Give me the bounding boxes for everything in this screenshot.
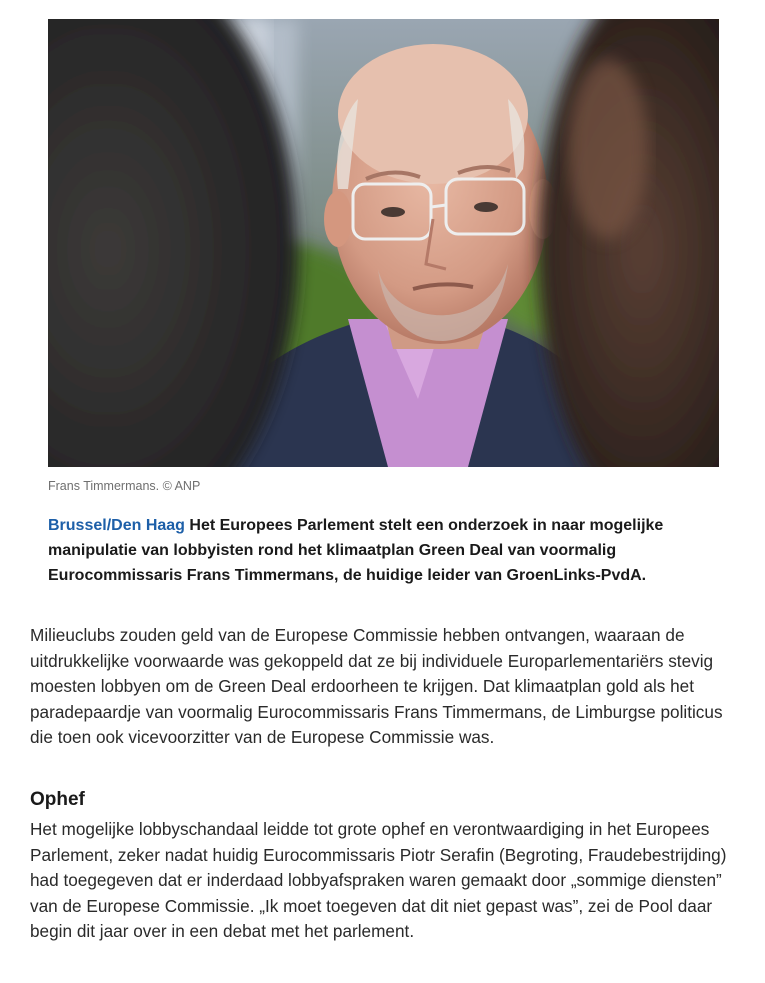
article-lead	[48, 513, 738, 588]
photo-caption: Frans Timmermans. © ANP	[48, 479, 201, 493]
lead-text: Het Europees Parlement stelt een onderzoek in naar mogelijke manipulatie van lobbyisten rond het klimaatplan Green Deal van voormalig Eurocommissaris Frans Timmermans, de huidige leider van GroenLinks-PvdA.	[48, 517, 664, 584]
dateline: Brussel/Den Haag	[48, 517, 185, 534]
article-photo	[48, 19, 719, 467]
paragraph-2: Het mogelijke lobbyschandaal leidde tot grote ophef en verontwaardiging in het Europees Parlement, zeker nadat huidig Eurocommissaris Piotr Serafin (Begroting, Fraudebestrijding) had toegegeven dat er inderdaad lobbyafspraken waren gemaakt door „sommige diensten” van de Europese Commissie. „Ik moet toegeven dat dit niet gepast was”, zei de Pool daar begin dit jaar over in een debat met het parlement.	[30, 819, 727, 941]
subheading: Ophef	[30, 789, 85, 810]
paragraph-1: Milieuclubs zouden geld van de Europese Commissie hebben ontvangen, waaraan de uitdrukkelijke voorwaarde was gekoppeld dat ze bij individuele Europarlementariërs stevig moesten lobbyen om de Green Deal erdoorheen te krijgen. Dat klimaatplan gold als het paradepaardje van voormalig Eurocommissaris Frans Timmermans, de Limburgse politicus die toen ook vicevoorzitter van de Europese Commissie was.	[30, 625, 723, 747]
portrait-photo	[48, 19, 719, 467]
